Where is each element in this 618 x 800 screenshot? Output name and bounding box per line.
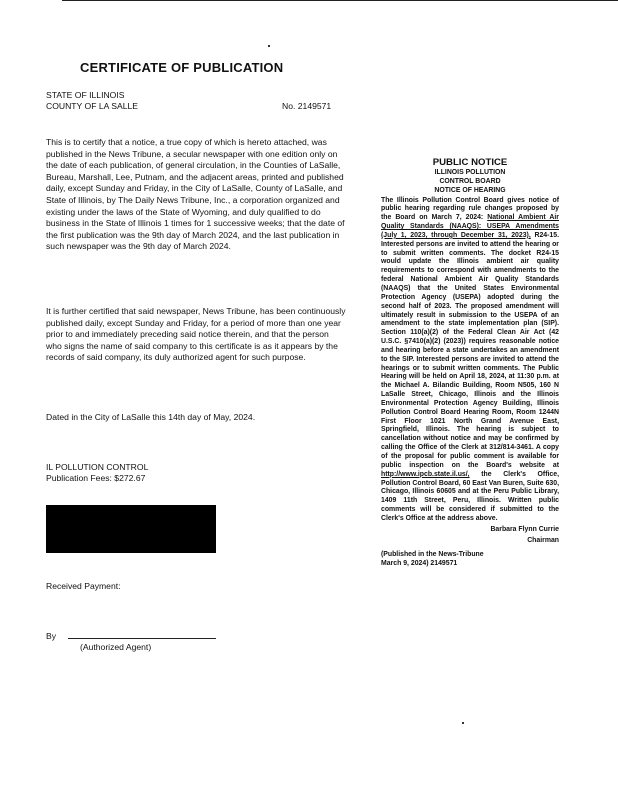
certification-paragraph: This is to certify that a notice, a true copy of which is hereto attached, was published in the News Tribune, a secular newspaper with one edition only on the date of each publication, of general circulation, in the Counties of LaSalle, Bureau, Marshall, Lee, Putnam, and the adjacent areas, printed and published daily, except Sunday and Friday, in the City of LaSalle, County of LaSalle, and State of Illinois, by The Daily News Tribune, Inc., a corporation organized and existing under the laws of the State of Wyoming, and duly qualified to do business in the State of Illinois 1 times for 1 successive weeks; that the date of the first publication was the 9th day of March 2024, and the last publication in such newspaper was the 9th day of March 2024.: [46, 137, 345, 252]
client-name: IL POLLUTION CONTROL: [46, 462, 149, 472]
received-payment-label: Received Payment:: [46, 581, 121, 591]
notice-type: NOTICE OF HEARING: [434, 186, 506, 194]
state-label: STATE OF ILLINOIS: [46, 90, 125, 100]
certificate-number: No. 2149571: [282, 101, 332, 111]
publication-fees: Publication Fees: $272.67: [46, 473, 146, 483]
notice-publication-line1: (Published in the News-Tribune: [381, 551, 484, 559]
notice-publication-line2: March 9, 2024) 2149571: [381, 560, 458, 568]
notice-heading: PUBLIC NOTICE: [432, 157, 508, 168]
scan-speck: [462, 722, 464, 724]
notice-body: [381, 197, 559, 524]
certificate-title: CERTIFICATE OF PUBLICATION: [80, 60, 284, 75]
continuity-paragraph: It is further certified that said newspaper, News Tribune, has been continuously published daily, except Sunday and Friday, for a period of more than one year prior to and immediately preceding said notice therein, and that the person who signs the name of said company to this certificate is as it appears by the records of said company, its duly authorized agent for such purpose.: [46, 306, 346, 363]
notice-website-url: http://www.ipcb.state.il.us/,: [381, 470, 470, 478]
notice-agency-line2: CONTROL BOARD: [439, 177, 501, 185]
notice-details-2: the Clerk's Office, Pollution Control Board, 60 East Van Buren, Suite 630, Chicago, Illinois 60605 and at the Peru Public Library, 1409 11th Street, Peru, Illinois. Written public comments will be considered if submitted to the Clerk's Office at the address above.: [381, 470, 559, 522]
notice-intro: The Illinois Pollution Control Board gives notice of public hearing regarding rule changes proposed by the Board on March 7, 2024:: [381, 196, 559, 222]
top-rule: [62, 0, 618, 1]
notice-signer: Barbara Flynn Currie: [490, 525, 559, 533]
redacted-block: [46, 505, 216, 553]
by-label: By: [46, 631, 57, 641]
scan-speck: [268, 45, 270, 47]
dated-line: Dated in the City of LaSalle this 14th day of May, 2024.: [46, 412, 256, 422]
county-label: COUNTY OF LA SALLE: [46, 101, 139, 111]
notice-signer-title: Chairman: [527, 536, 559, 544]
notice-agency-line1: ILLINOIS POLLUTION: [434, 169, 506, 176]
notice-details: R24-15. Interested persons are invited to attend the hearing or to submit written comments. The docket R24-15 would update the Illinois ambient air quality requirements to correspond with amendments to the federal National Ambient Air Quality Standards (NAAQS) that the United States Environmental Protection Agency (USEPA) adopted during the second half of 2023. The proposed amendment will ultimately result in submission to the USEPA of an amendment to the state implementation plan (SIP). Section 110(a)(2) of the Federal Clean Air Act (42 U.S.C. §7410(a)(2) (2023)) requires reasonable notice and hearing before a state undertakes an amendment to the SIP. Interested persons are invited to attend the hearings or to submit written comments. The Public Hearing will be held on April 18, 2024, at 11:30 p.m. at the Michael A. Bilandic Building, Room N505, 160 N LaSalle Street, Chicago, Illinois and the Illinois Environmental Protection Agency Building, Illinois Pollution Control Board Hearing Room, Room 1244N First Floor 1021 North Grand Avenue East, Springfield, Illinois. The hearing is subject to cancellation without notice and may be confirmed by calling the Office of the Clerk at 312/814-3461. A copy of the proposal for public comment is available for public inspection on the Board's website at: [381, 231, 559, 469]
authorized-agent-label: (Authorized Agent): [80, 642, 152, 652]
signature-line: [68, 638, 216, 639]
notice-rule-title: National Ambient Air Quality Standards (NAAQS): USEPA Amendments (July 1, 2023, through December 31, 2023),: [381, 214, 559, 239]
public-notice-clipping: [381, 157, 559, 569]
